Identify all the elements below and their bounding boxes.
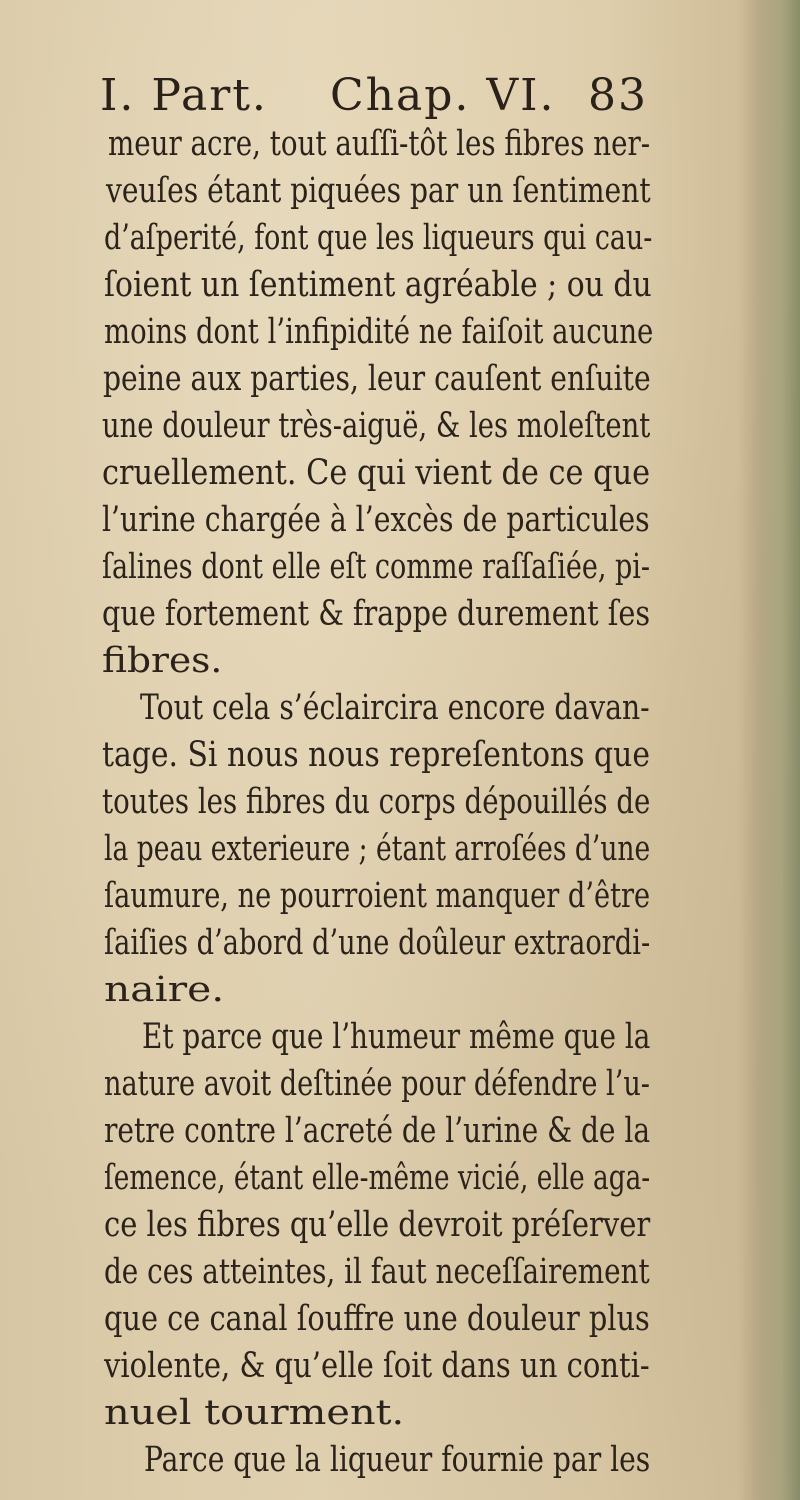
header-part: I. Part. bbox=[100, 70, 268, 121]
text-line: veuſes étant piquées par un ſentiment bbox=[106, 171, 651, 211]
text-line: ſalines dont elle eſt comme raſſaſiée, pi- bbox=[102, 547, 651, 587]
text-line: violente, & qu’elle ſoit dans un conti- bbox=[104, 1346, 650, 1386]
text-line: d’aſperité, font que les liqueurs qui cau- bbox=[104, 218, 653, 258]
text-line: retre contre l’acreté de l’urine & de la bbox=[104, 1111, 651, 1151]
text-line: ce les fibres qu’elle devroit préſerver bbox=[104, 1205, 651, 1245]
text-line: naire. bbox=[104, 970, 225, 1010]
page-number: 83 bbox=[588, 70, 648, 121]
text-line: une douleur très-aiguë, & les moleſtent bbox=[102, 406, 651, 446]
text-line: Tout cela s’éclaircira encore davan- bbox=[140, 688, 650, 728]
text-line: meur acre, tout auſſi-tôt les fibres ner- bbox=[108, 124, 651, 164]
text-line: ſaiſies d’abord d’une doûleur extraordi- bbox=[104, 923, 651, 963]
text-line: tage. Si nous nous repreſentons que bbox=[102, 735, 651, 775]
text-line: ſemence, étant elle-même vicié, elle aga- bbox=[104, 1158, 651, 1198]
text-line: moins dont l’infipidité ne faiſoit aucune bbox=[104, 312, 654, 352]
text-line: ſoient un ſentiment agréable ; ou du bbox=[104, 265, 652, 305]
text-line: fibres. bbox=[102, 641, 223, 681]
text-line: toutes les fibres du corps dépouillés de bbox=[102, 782, 651, 822]
header-chapter: Chap. VI. bbox=[330, 70, 556, 121]
text-line: nature avoit deſtinée pour défendre l’u- bbox=[104, 1064, 650, 1104]
text-line: peine aux parties, leur cauſent enſuite bbox=[103, 359, 651, 399]
text-line: cruellement. Ce qui vient de ce que bbox=[102, 453, 651, 493]
text-line: que fortement & frappe durement ſes bbox=[102, 594, 651, 634]
text-line: de ces atteintes, il faut neceſſairement bbox=[104, 1252, 650, 1292]
text-line: l’urine chargée à l’excès de particules bbox=[102, 500, 650, 540]
text-line: que ce canal ſouffre une douleur plus bbox=[104, 1299, 650, 1339]
text-line: Et parce que l’humeur même que la bbox=[142, 1017, 651, 1057]
text-line: ſaumure, ne pourroient manquer d’être bbox=[104, 876, 651, 916]
text-line: la peau exterieure ; étant arroſées d’une bbox=[104, 829, 651, 869]
text-line: nuel tourment. bbox=[104, 1393, 405, 1433]
text-line: Parce que la liqueur fournie par les bbox=[144, 1440, 651, 1480]
